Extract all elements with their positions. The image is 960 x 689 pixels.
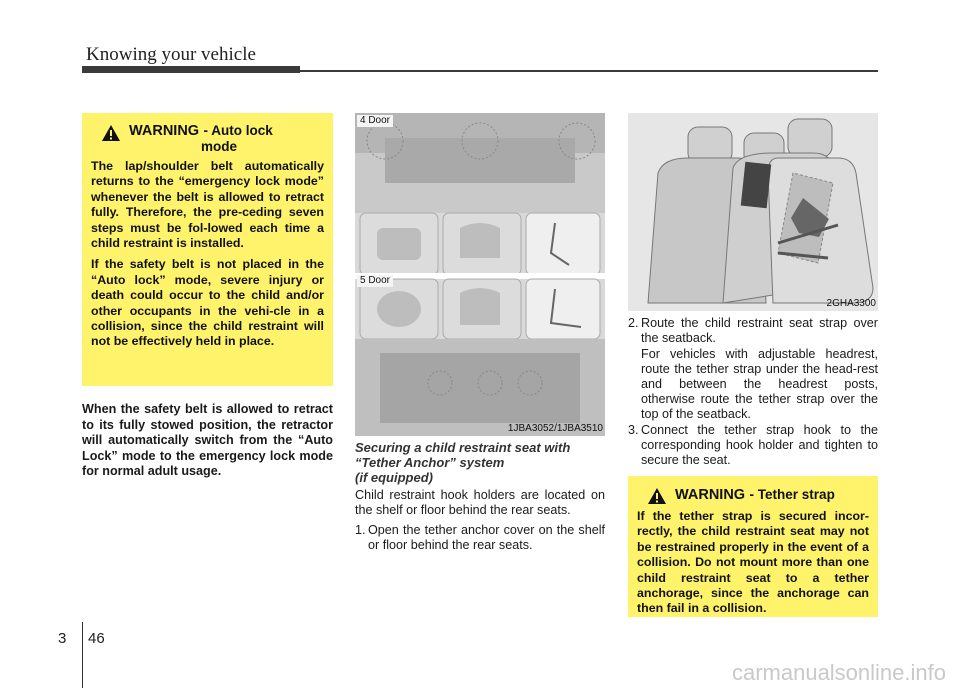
warning-word: WARNING bbox=[675, 487, 746, 503]
step-text: Route the child restraint seat strap over the seatback. bbox=[641, 316, 878, 345]
watermark: carmanualsonline.info bbox=[731, 660, 946, 685]
warning-header bbox=[91, 123, 324, 155]
warning-box-tether-strap bbox=[628, 476, 878, 617]
header-rule bbox=[300, 70, 878, 72]
intro-paragraph: Child restraint hook holders are located on the shelf or floor behind the rear seats. bbox=[355, 488, 605, 517]
warning-paragraph: The lap/shoulder belt automatically returns to the “emergency lock mode” whenever the belt is allowed to retract fully. Therefore, the pre-ceding seven steps must be fol-lowed each time a child restraint is installed. bbox=[91, 159, 324, 251]
step-number: 2. bbox=[628, 316, 639, 330]
section-heading-line: (if equipped) bbox=[355, 469, 433, 485]
tether-anchor-figure bbox=[355, 113, 605, 436]
warning-box-auto-lock bbox=[82, 113, 333, 386]
auto-lock-note: When the safety belt is allowed to retract to its fully stowed position, the retractor will automatically switch from the “Auto Lock” mode to the emergency lock mode for normal adult usage. bbox=[82, 402, 333, 479]
figure-label-4-door: 4 Door bbox=[357, 115, 393, 127]
warning-subject: - Tether strap bbox=[749, 487, 835, 502]
warning-title bbox=[129, 123, 273, 155]
chapter-number: 3 bbox=[58, 630, 67, 647]
warning-title bbox=[675, 486, 835, 504]
footer-divider bbox=[82, 622, 83, 688]
steps-continued bbox=[628, 316, 878, 469]
step-text: Open the tether anchor cover on the shelf or floor behind the rear seats. bbox=[368, 523, 605, 552]
rear-seat-figure bbox=[628, 113, 878, 311]
warning-triangle-icon bbox=[647, 487, 667, 505]
warning-word: WARNING bbox=[129, 123, 200, 139]
section-body bbox=[355, 488, 605, 554]
figure-code: 1JBA3052/1JBA3510 bbox=[507, 423, 603, 434]
warning-subject: - Auto lock bbox=[203, 123, 273, 138]
step-number: 3. bbox=[628, 423, 639, 437]
section-heading bbox=[355, 441, 605, 485]
step-item bbox=[628, 316, 878, 346]
figure-label-5-door: 5 Door bbox=[357, 275, 393, 287]
step-note: For vehicles with adjustable headrest, route the tether strap under the head-rest and between the headrest posts, otherwise route the tether strap over the top of the seatback. bbox=[641, 347, 878, 421]
warning-header bbox=[637, 486, 869, 505]
section-heading-line: Securing a child restraint seat with bbox=[355, 440, 571, 455]
page-number: 46 bbox=[88, 630, 105, 647]
warning-paragraph: If the safety belt is not placed in the “Auto lock” mode, severe injury or death could occur to the child and/or other occupants in the vehi-cle in a collision, since the child restraint will not be effectively held in place. bbox=[91, 257, 324, 349]
step-text: Connect the tether strap hook to the corresponding hook holder and tighten to secure the seat. bbox=[641, 423, 878, 467]
step-number: 1. bbox=[355, 523, 366, 537]
header-bar bbox=[82, 66, 300, 73]
step-item bbox=[628, 423, 878, 468]
header-title: Knowing your vehicle bbox=[86, 44, 256, 65]
rear-seat-illustration bbox=[628, 113, 878, 311]
warning-paragraph: If the tether strap is secured incor-rectly, the child restraint seat may not be restrained properly in the event of a collision. Do not mount more than one child restraint seat to a tether anchorage, since the anchorage can then fail in a collision. bbox=[637, 509, 869, 616]
step-item bbox=[355, 523, 605, 553]
section-heading-line: “Tether Anchor” system bbox=[355, 454, 505, 470]
warning-subject-line2: mode bbox=[201, 139, 238, 154]
figure-code: 2GHA3300 bbox=[826, 298, 876, 309]
